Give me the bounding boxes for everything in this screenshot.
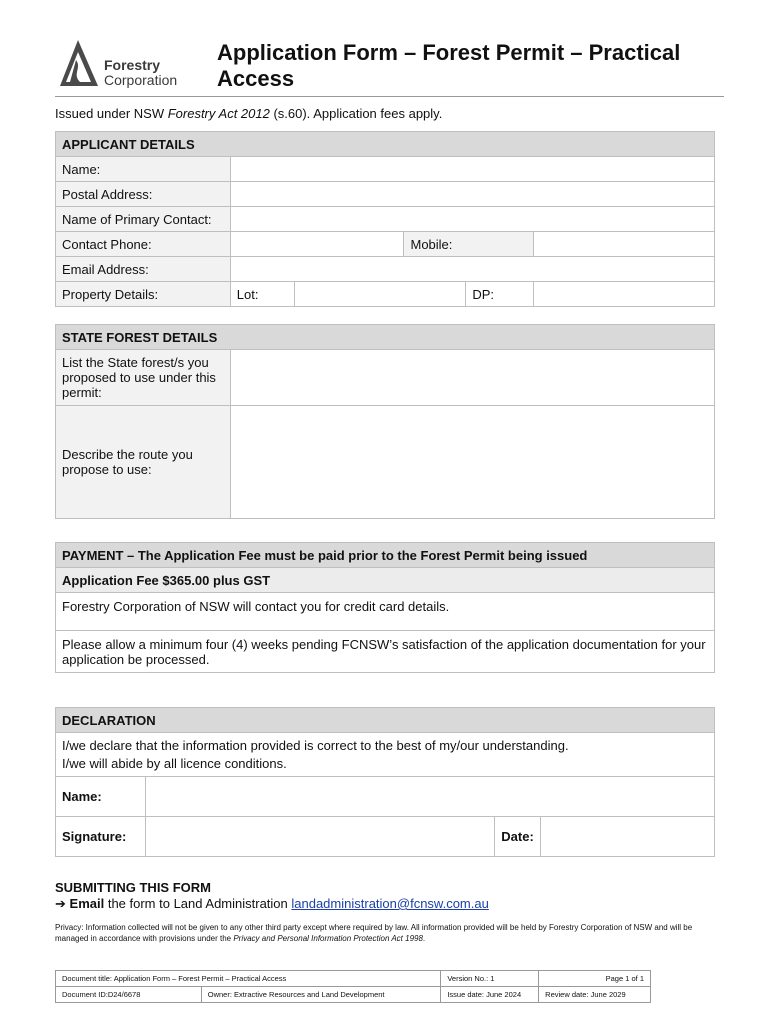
logo-text-line1: Forestry <box>104 57 161 73</box>
postal-address-field[interactable] <box>230 182 714 207</box>
payment-contact-note: Forestry Corporation of NSW will contact you for credit card details. <box>56 593 715 631</box>
contact-phone-field[interactable] <box>230 232 404 257</box>
declaration-name-label: Name: <box>56 777 146 817</box>
state-forest-list-label: List the State forest/s you proposed to use under this permit: <box>56 350 231 406</box>
footer-issue-date: Issue date: June 2024 <box>441 987 539 1003</box>
email-link[interactable]: landadministration@fcnsw.com.au <box>291 896 489 911</box>
dp-label: DP: <box>466 282 534 307</box>
submitting-instructions: ➔ Email the form to Land Administration landadministration@fcnsw.com.au <box>55 896 489 911</box>
privacy-note: Privacy: Information collected will not be given to any other third party except where required by law. All information provided will be held by Forestry Corporation of NSW and will be managed in accordance with provisions under the Privacy and Personal Information Protection Act 1998. <box>55 923 693 943</box>
primary-contact-label: Name of Primary Contact: <box>56 207 231 232</box>
mobile-label: Mobile: <box>404 232 534 257</box>
mobile-field[interactable] <box>534 232 715 257</box>
document-footer-table <box>55 970 651 1003</box>
route-label: Describe the route you propose to use: <box>56 406 231 519</box>
signature-field[interactable] <box>145 817 494 857</box>
state-forest-list-field[interactable] <box>230 350 714 406</box>
applicant-details-header: APPLICANT DETAILS <box>56 132 715 157</box>
applicant-details-table <box>55 131 715 307</box>
contact-phone-label: Contact Phone: <box>56 232 231 257</box>
submitting-title: SUBMITTING THIS FORM <box>55 880 211 895</box>
property-details-label: Property Details: <box>56 282 231 307</box>
footer-document-id: Document ID:D24/6678 <box>56 987 202 1003</box>
payment-header: PAYMENT – The Application Fee must be paid prior to the Forest Permit being issued <box>56 543 715 568</box>
dp-field[interactable] <box>534 282 715 307</box>
declaration-statement: I/we declare that the information provided is correct to the best of my/our understanding. I/we will abide by all licence conditions. <box>56 733 715 777</box>
name-label: Name: <box>56 157 231 182</box>
logo-text-line2: Corporation <box>104 72 178 88</box>
lot-label: Lot: <box>230 282 294 307</box>
state-forest-details-table <box>55 324 715 519</box>
postal-address-label: Postal Address: <box>56 182 231 207</box>
processing-time-note: Please allow a minimum four (4) weeks pending FCNSW’s satisfaction of the application documentation for your application be processed. <box>56 631 715 673</box>
footer-review-date: Review date: June 2029 <box>539 987 651 1003</box>
name-field[interactable] <box>230 157 714 182</box>
footer-document-title: Document title: Application Form – Forest Permit – Practical Access <box>56 971 441 987</box>
declaration-table <box>55 707 715 857</box>
primary-contact-field[interactable] <box>230 207 714 232</box>
title-divider <box>55 96 724 97</box>
signature-label: Signature: <box>56 817 146 857</box>
footer-version: Version No.: 1 <box>441 971 539 987</box>
declaration-header: DECLARATION <box>56 708 715 733</box>
issued-note: Issued under NSW Forestry Act 2012 (s.60). Application fees apply. <box>55 106 443 121</box>
declaration-name-field[interactable] <box>145 777 714 817</box>
date-label: Date: <box>495 817 541 857</box>
payment-table <box>55 542 715 673</box>
arrow-icon: ➔ <box>55 896 66 911</box>
lot-field[interactable] <box>294 282 466 307</box>
form-title: Application Form – Forest Permit – Practical Access <box>217 40 681 91</box>
application-fee: Application Fee $365.00 plus GST <box>56 568 715 593</box>
email-address-label: Email Address: <box>56 257 231 282</box>
email-address-field[interactable] <box>230 257 714 282</box>
date-field[interactable] <box>541 817 715 857</box>
state-forest-header: STATE FOREST DETAILS <box>56 325 715 350</box>
footer-owner: Owner: Extractive Resources and Land Development <box>201 987 441 1003</box>
footer-page: Page 1 of 1 <box>539 971 651 987</box>
route-field[interactable] <box>230 406 714 519</box>
